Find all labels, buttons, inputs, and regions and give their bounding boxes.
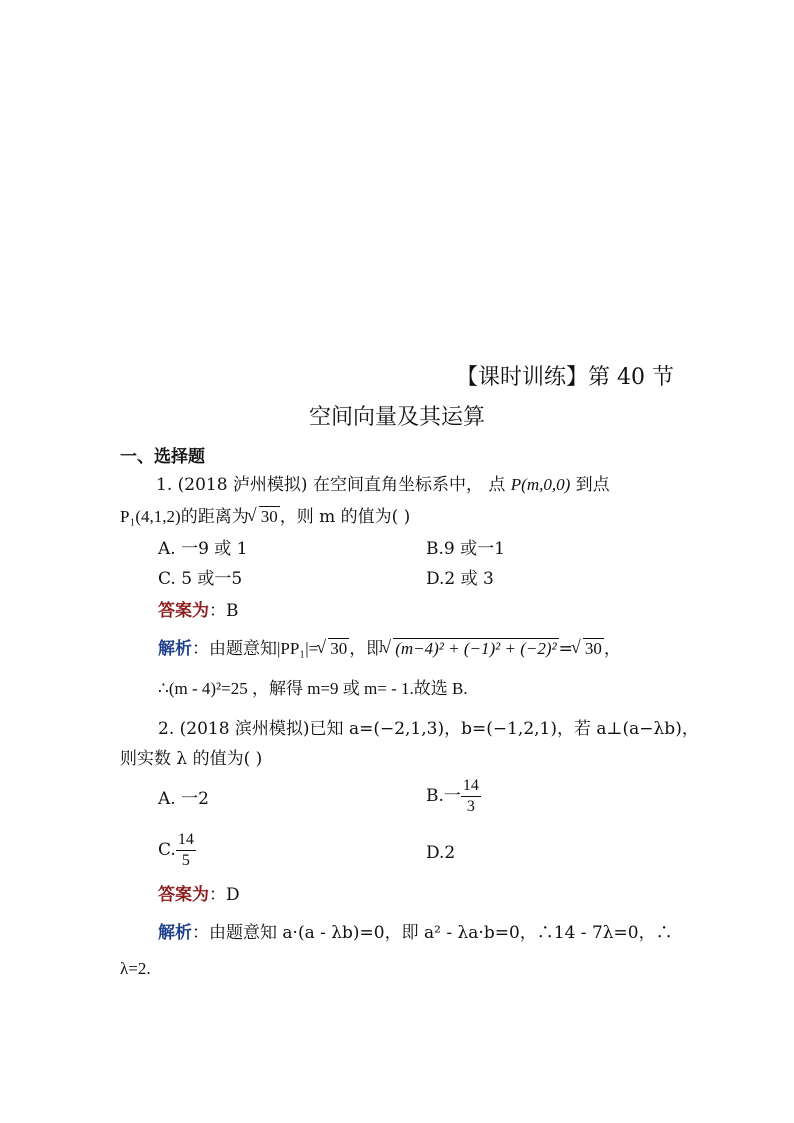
q2-jiexi-line1: ：由题意知 a·(a - λb)=0，即 a² - λa·b=0，∴14 - 7λ=0，∴ [192, 923, 673, 943]
q2-b-denominator: 3 [466, 798, 475, 815]
q1-sqrt-radicand: 30 [260, 507, 278, 526]
q2-option-b [426, 776, 481, 817]
explanation-label: 解析 [158, 639, 192, 659]
q1-line2-prefix: P₁(4,1,2)的距离为 [120, 507, 249, 526]
answer-value: ：B [209, 601, 239, 621]
q2-explanation-line2: λ=2. [120, 959, 151, 978]
answer-label: 答案为 [158, 885, 209, 905]
sqrt-symbol [249, 504, 280, 530]
q1-option-b: B.9 或一1 [426, 539, 505, 559]
q1-line1-suffix: 到点 [570, 475, 610, 495]
section-heading: 一、选择题 [120, 447, 205, 467]
fraction [461, 776, 481, 817]
q1-line1-prefix: 1. (2018 泸州模拟) 在空间直角坐标系中， 点 [156, 475, 511, 495]
q2-option-d: D.2 [426, 843, 456, 863]
q1-jiexi-part2: ，即 [349, 639, 384, 659]
q1-line2 [120, 504, 410, 530]
sqrt-symbol [573, 636, 604, 662]
q1-answer [158, 598, 239, 624]
q1-option-a: A. 一9 或 1 [158, 539, 248, 559]
lesson-header: 【课时训练】第 40 节 [456, 365, 674, 390]
explanation-label: 解析 [158, 923, 192, 943]
q2-explanation-line1 [158, 920, 673, 946]
q1-jiexi-part4: ， [603, 639, 621, 659]
q2-option-a: A. 一2 [158, 789, 209, 809]
fraction [176, 830, 196, 871]
q2-c-numerator: 14 [176, 830, 196, 851]
q1-explanation-line2: ∴(m - 4)²=25 ，解得 m=9 或 m= - 1.故选 B. [158, 679, 468, 698]
q1-line2-suffix: ，则 m 的值为( ) [279, 507, 411, 527]
answer-label: 答案为 [158, 601, 209, 621]
lesson-title: 空间向量及其运算 [308, 405, 485, 430]
q1-option-d: D.2 或 3 [426, 569, 494, 589]
q2-option-c-prefix: C. [158, 840, 176, 860]
q1-jiexi-sqrt30-b: 30 [584, 639, 602, 658]
sqrt-symbol [383, 636, 558, 662]
q1-explanation-line1 [158, 636, 621, 662]
q2-line2: 则实数 λ 的值为( ) [120, 749, 263, 769]
q1-jiexi-part3: = [558, 639, 573, 659]
q2-c-denominator: 5 [181, 852, 190, 869]
q1-jiexi-radicand: (m−4)² + (−1)² + (−2)² [395, 639, 557, 658]
q2-option-b-prefix: B.一 [426, 786, 461, 806]
q1-point-p: P(m,0,0) [510, 475, 571, 494]
q2-b-numerator: 14 [461, 776, 481, 797]
sqrt-symbol [318, 636, 349, 662]
q1-jiexi-sqrt30-a: 30 [330, 639, 348, 658]
q2-option-c [158, 830, 196, 871]
q2-line1: 2. (2018 滨州模拟)已知 a=(−2,1,3)，b=(−1,2,1)，若 a⊥(a−λb)， [158, 719, 699, 739]
answer-value: ：D [209, 885, 240, 905]
q2-answer [158, 882, 240, 908]
q1-option-c: C. 5 或一5 [158, 569, 243, 589]
q1-line1 [156, 472, 610, 498]
q1-jiexi-part1: ：由题意知|PP₁|= [192, 639, 319, 658]
